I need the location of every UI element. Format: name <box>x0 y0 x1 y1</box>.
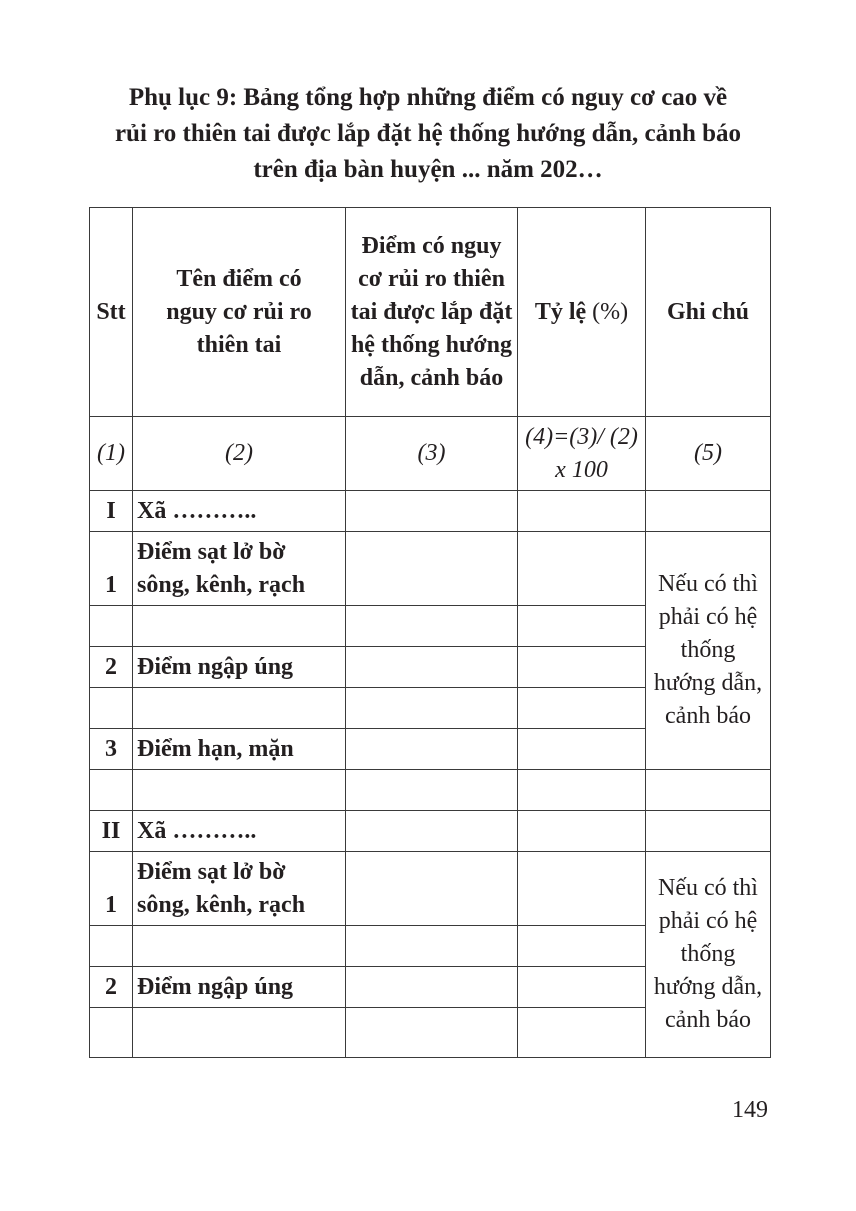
commune-name: Xã ……….. <box>133 491 346 532</box>
empty-cell <box>90 926 133 967</box>
empty-cell <box>518 647 646 688</box>
header-ratio-label: Tỷ lệ <box>534 298 587 325</box>
empty-cell <box>90 606 133 647</box>
commune-row-1 <box>90 491 771 532</box>
empty-cell <box>518 770 646 811</box>
note-cell: Nếu có thì phải có hệ thống hướng dẫn, cảnh báo <box>646 532 771 770</box>
colnum-4: (4)=(3)/ (2) x 100 <box>518 417 646 491</box>
item-name: Điểm ngập úng <box>133 647 346 688</box>
empty-cell <box>518 926 646 967</box>
empty-cell <box>518 688 646 729</box>
header-note: Ghi chú <box>646 208 771 417</box>
empty-cell <box>518 532 646 606</box>
empty-cell <box>90 1008 133 1058</box>
item-stt: 2 <box>90 967 133 1008</box>
empty-cell <box>518 811 646 852</box>
empty-cell <box>346 532 518 606</box>
header-name: Tên điểm có nguy cơ rủi ro thiên tai <box>133 208 346 417</box>
title-line-3: trên địa bàn huyện ... năm 202… <box>253 156 603 183</box>
empty-cell <box>646 491 771 532</box>
commune-stt: II <box>90 811 133 852</box>
empty-cell <box>518 729 646 770</box>
empty-cell <box>518 967 646 1008</box>
empty-cell <box>646 770 771 811</box>
empty-cell <box>346 729 518 770</box>
item-name: Điểm sạt lở bờ sông, kênh, rạch <box>133 532 346 606</box>
appendix-title <box>60 80 796 188</box>
header-row <box>90 208 771 417</box>
item-name: Điểm sạt lở bờ sông, kênh, rạch <box>133 852 346 926</box>
empty-cell <box>346 967 518 1008</box>
empty-cell <box>90 770 133 811</box>
item-name: Điểm ngập úng <box>133 967 346 1008</box>
commune-name: Xã ……….. <box>133 811 346 852</box>
table-row <box>90 770 771 811</box>
colnum-2: (2) <box>133 417 346 491</box>
colnum-1: (1) <box>90 417 133 491</box>
summary-table <box>89 207 771 1058</box>
empty-cell <box>518 1008 646 1058</box>
item-stt: 3 <box>90 729 133 770</box>
empty-cell <box>346 811 518 852</box>
colnum-3: (3) <box>346 417 518 491</box>
item-name: Điểm hạn, mặn <box>133 729 346 770</box>
empty-cell <box>346 606 518 647</box>
empty-cell <box>133 1008 346 1058</box>
note-cell: Nếu có thì phải có hệ thống hướng dẫn, cảnh báo <box>646 852 771 1058</box>
empty-cell <box>133 770 346 811</box>
column-number-row <box>90 417 771 491</box>
empty-cell <box>90 688 133 729</box>
empty-cell <box>133 688 346 729</box>
colnum-5: (5) <box>646 417 771 491</box>
empty-cell <box>518 491 646 532</box>
empty-cell <box>646 811 771 852</box>
empty-cell <box>346 770 518 811</box>
commune-stt: I <box>90 491 133 532</box>
header-ratio <box>518 208 646 417</box>
item-stt: 1 <box>90 852 133 926</box>
header-stt: Stt <box>90 208 133 417</box>
title-line-1: Phụ lục 9: Bảng tổng hợp những điểm có nguy cơ cao về <box>128 84 728 111</box>
empty-cell <box>518 606 646 647</box>
empty-cell <box>346 688 518 729</box>
table-row <box>90 532 771 606</box>
empty-cell <box>518 852 646 926</box>
item-stt: 2 <box>90 647 133 688</box>
header-ratio-unit: (%) <box>592 298 629 325</box>
item-stt: 1 <box>90 532 133 606</box>
title-line-2: rủi ro thiên tai được lắp đặt hệ thống hướng dẫn, cảnh báo <box>114 120 742 147</box>
table-row <box>90 852 771 926</box>
empty-cell <box>346 1008 518 1058</box>
empty-cell <box>346 491 518 532</box>
empty-cell <box>346 926 518 967</box>
empty-cell <box>346 647 518 688</box>
empty-cell <box>133 926 346 967</box>
header-installed: Điểm có nguy cơ rủi ro thiên tai được lắp đặt hệ thống hướng dẫn, cảnh báo <box>346 208 518 417</box>
empty-cell <box>133 606 346 647</box>
page-number: 149 <box>732 1097 768 1123</box>
empty-cell <box>346 852 518 926</box>
commune-row-2 <box>90 811 771 852</box>
